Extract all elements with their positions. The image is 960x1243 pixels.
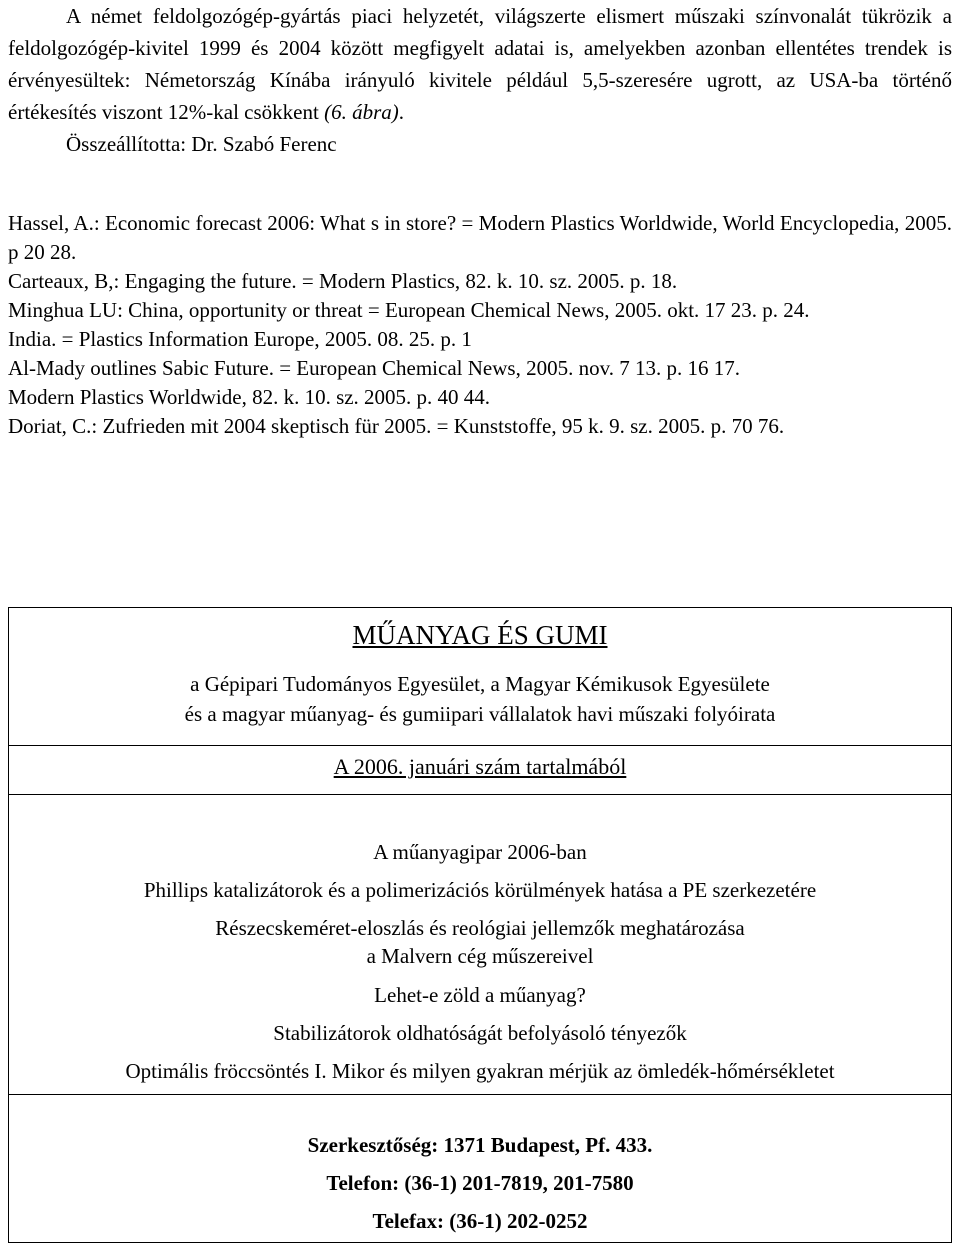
reference-item: Al-Mady outlines Sabic Future. = European Chemical News, 2005. nov. 7 13. p. 16 17. bbox=[8, 356, 740, 380]
figure-reference: (6. ábra) bbox=[324, 100, 399, 124]
contents-item: Optimális fröccsöntés I. Mikor és milyen gyakran mérjük az ömledék-hőmérsékletet bbox=[125, 1059, 835, 1083]
intro-section bbox=[8, 0, 952, 160]
contents-item: a Malvern cég műszereivel bbox=[366, 944, 594, 968]
magazine-subtitle-line2: és a magyar műanyag- és gumiipari vállalatok havi műszaki folyóirata bbox=[184, 702, 776, 726]
editorial-address: Szerkesztőség: 1371 Budapest, Pf. 433. bbox=[307, 1133, 653, 1157]
editorial-fax: Telefax: (36-1) 202-0252 bbox=[372, 1209, 588, 1233]
reference-item: Modern Plastics Worldwide, 82. k. 10. sz. 2005. p. 40 44. bbox=[8, 385, 491, 409]
magazine-subtitle-line1: a Gépipari Tudományos Egyesület, a Magyar Kémikusok Egyesülete bbox=[190, 672, 770, 696]
compiled-by: Összeállította: Dr. Szabó Ferenc bbox=[66, 132, 337, 156]
intro-text: A német feldolgozógép-gyártás piaci helyzetét, világszerte elismert műszaki színvonalát tükrözik a feldolgozógép-kivitel 1999 és 2004 között megfigyelt adatai is, amelyekben azonban ellentétes trendek is érvényesültek: Németország Kínába irányuló kivitele például 5,5-szeresére ugrott, az USA-ba történő értékesítés viszont 12%-kal csökkent bbox=[8, 4, 952, 124]
magazine-subtitle bbox=[9, 669, 951, 729]
reference-item: Minghua LU: China, opportunity or threat = European Chemical News, 2005. okt. 17 23. p. 24. bbox=[8, 298, 810, 322]
contents-item: Lehet-e zöld a műanyag? bbox=[374, 983, 586, 1007]
reference-item: Carteaux, B,: Engaging the future. = Modern Plastics, 82. k. 10. sz. 2005. p. 18. bbox=[8, 269, 678, 293]
intro-paragraph bbox=[8, 0, 952, 128]
editorial-phone: Telefon: (36-1) 201-7819, 201-7580 bbox=[326, 1171, 634, 1195]
reference-item: Hassel, A.: Economic forecast 2006: What s in store? = Modern Plastics Worldwide, World Encyclopedia, 2005. p 20 28. bbox=[8, 211, 952, 264]
reference-item: Doriat, C.: Zufrieden mit 2004 skeptisch für 2005. = Kunststoffe, 95 k. 9. sz. 2005. p. 70 76. bbox=[8, 414, 785, 438]
divider bbox=[9, 745, 951, 746]
magazine-title: MŰANYAG ÉS GUMI bbox=[352, 620, 608, 650]
contents-item: Stabilizátorok oldhatóságát befolyásoló tényezők bbox=[273, 1021, 687, 1045]
divider bbox=[9, 1094, 951, 1095]
reference-item: India. = Plastics Information Europe, 2005. 08. 25. p. 1 bbox=[8, 327, 472, 351]
contents-item: Phillips katalizátorok és a polimerizációs körülmények hatása a PE szerkezetére bbox=[143, 878, 817, 902]
intro-period: . bbox=[398, 100, 404, 124]
divider bbox=[9, 794, 951, 795]
contents-item: A műanyagipar 2006-ban bbox=[373, 840, 587, 864]
magazine-box bbox=[8, 607, 952, 1243]
contents-item: Részecskeméret-eloszlás és reológiai jellemzők meghatározása bbox=[215, 916, 745, 940]
issue-heading: A 2006. januári szám tartalmából bbox=[333, 754, 627, 779]
reference-list bbox=[8, 209, 952, 441]
